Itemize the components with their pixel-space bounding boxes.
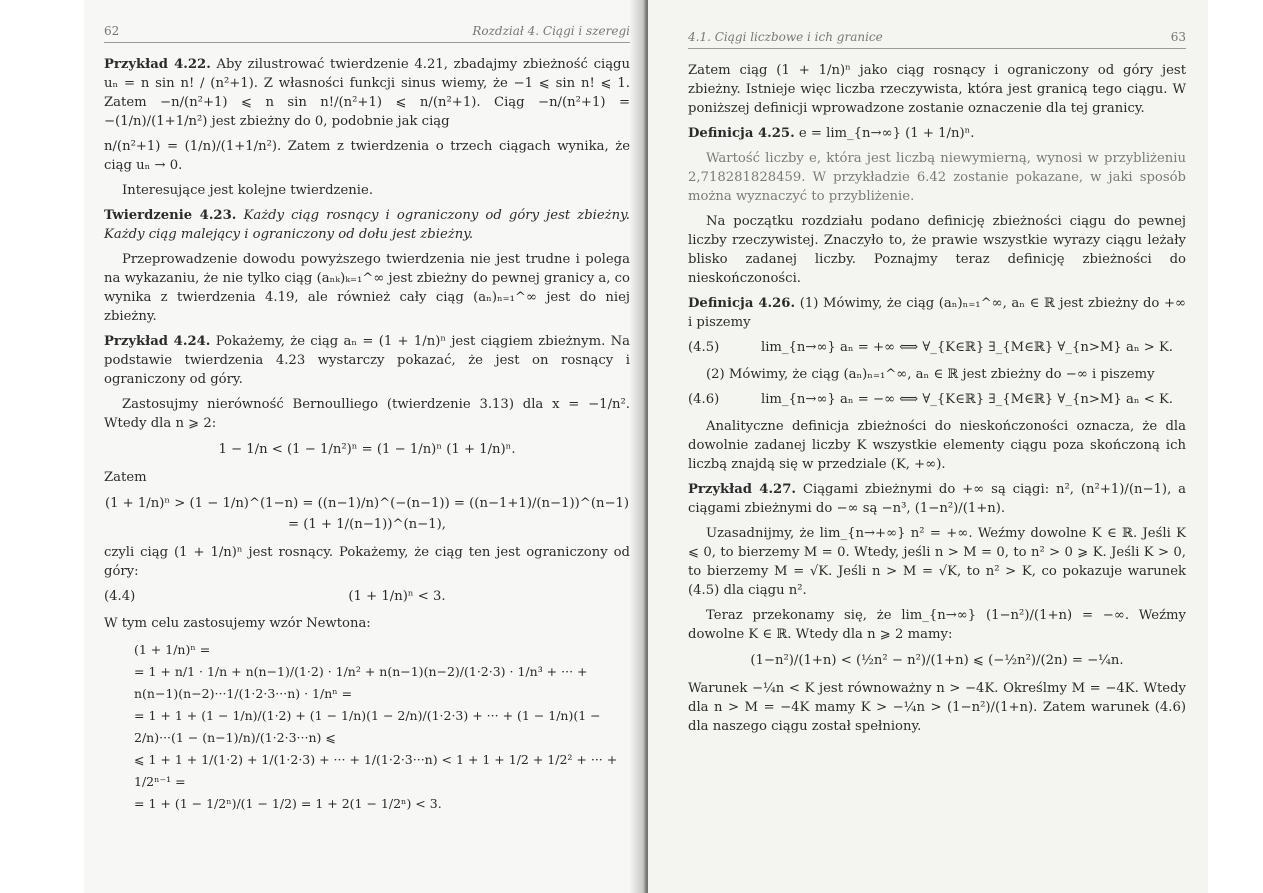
calc-line: ⩽ 1 + 1 + 1/(1·2) + 1/(1·2·3) + ··· + 1/(1·2·3···n) < 1 + 1 + 1/2 + 1/2² + ··· + 1/2ⁿ⁻¹ =	[134, 752, 618, 789]
example-4-22-label: Przykład 4.22.	[104, 57, 211, 72]
bernoulli-equation: 1 − 1/n < (1 − 1/n²)ⁿ = (1 − 1/n)ⁿ (1 + 1/n)ⁿ.	[218, 442, 516, 457]
proof-paragraph: Przeprowadzenie dowodu powyższego twierdzenia nie jest trudne i polega na wykazaniu, że nie tylko ciąg (aₙₖ)ₖ₌₁^∞ jest zbieżny do pewnej granicy a, co wynika z twierdzenia 4.19, ale również cały ciąg (aₙ)ₙ₌₁^∞ jest do niej zbieżny.	[104, 252, 630, 324]
left-running-head: Rozdział 4. Ciągi i szeregi	[472, 24, 630, 38]
newton-line: W tym celu zastosujemy wzór Newtona:	[104, 616, 371, 631]
right-intro: Zatem ciąg (1 + 1/n)ⁿ jako ciąg rosnący i ograniczony od góry jest zbieżny. Istnieje więc liczba rzeczywista, która jest granicą tego ciągu. W poniższej definicji wprowadzone zostanie oznaczenie dla tej granicy.	[688, 63, 1186, 116]
left-page	[84, 0, 644, 893]
right-header-rule	[688, 48, 1186, 49]
example-4-22-text: Aby zilustrować twierdzenie 4.21, zbadajmy zbieżność ciągu uₙ = n sin n! / (n²+1). Z własności funkcji sinus wiemy, że −1 ⩽ sin n! ⩽ 1. Zatem −n/(n²+1) ⩽ n sin n!/(n²+1) ⩽ n/(n²+1). Ciąg −n/(n²+1) = −(1/n)/(1+1/n²) jest zbieżny do 0, podobnie jak ciąg	[104, 57, 630, 129]
equation-4-6-tag: (4.6)	[688, 392, 720, 407]
equation-4-4-body: (1 + 1/n)ⁿ < 3.	[348, 589, 446, 604]
right-header	[688, 30, 1186, 44]
example-4-24-label: Przykład 4.24.	[104, 334, 211, 349]
calc-line: (1 + 1/n)ⁿ =	[134, 642, 211, 657]
justify-paragraph-1: Uzasadnijmy, że lim_{n→+∞} n² = +∞. Weźmy dowolne K ∈ ℝ. Jeśli K ⩽ 0, to bierzemy M = 0. Wtedy, jeśli n > M = 0, to n² > 0 ⩾ K. Jeśli K > 0, to bierzemy M = √K. Jeśli n > M = √K, to n² > K, co pokazuje warunek (4.5) dla ciągu n².	[688, 526, 1186, 598]
closing-paragraph: Warunek −¼n < K jest równoważny n > −4K. Określmy M = −4K. Wtedy dla n > M = −4K mamy K > −¼n > (1−n²)/(1+n). Zatem warunek (4.6) dla naszego ciągu został spełniony.	[688, 681, 1186, 734]
example-4-24	[104, 332, 630, 389]
right-page-number: 63	[1170, 30, 1186, 44]
interesting-line: Interesujące jest kolejne twierdzenie.	[122, 183, 374, 198]
example-4-27-label: Przykład 4.27.	[688, 482, 796, 497]
justify-paragraph-2: Teraz przekonamy się, że lim_{n→∞} (1−n²)/(1+n) = −∞. Weźmy dowolne K ∈ ℝ. Wtedy dla n ⩾ 2 mamy:	[688, 608, 1186, 642]
calc-line: = 1 + 1 + (1 − 1/n)/(1·2) + (1 − 1/n)(1 − 2/n)/(1·2·3) + ··· + (1 − 1/n)(1 − 2/n)···(1 − (n−1)/n)/(1·2·3···n) ⩽	[134, 708, 601, 745]
definition-4-26-label: Definicja 4.26.	[688, 296, 796, 311]
theorem-4-23-label: Twierdzenie 4.23.	[104, 208, 237, 223]
left-page-number: 62	[104, 24, 120, 38]
analytic-paragraph: Analityczne definicja zbieżności do nieskończoności oznacza, że dla dowolnie zadanej liczby K wszystkie elementy ciągu poza skończoną ich liczbą znajdą się w przedziale (K, +∞).	[688, 419, 1186, 472]
equation-4-4	[104, 589, 630, 604]
example-4-27	[688, 480, 1186, 518]
start-paragraph: Na początku rozdziału podano definicję zbieżności ciągu do pewnej liczby rzeczywistej. Znaczyło to, że prawie wszystkie wyrazy ciągu leżały blisko zadanej liczby. Poznajmy teraz definicję zbieżności do nieskończoności.	[688, 214, 1186, 286]
equation-4-6-body: lim_{n→∞} aₙ = −∞ ⟺ ∀_{K∈ℝ} ∃_{M∈ℝ} ∀_{n>M} aₙ < K.	[760, 392, 1174, 407]
calc-line: = 1 + (1 − 1/2ⁿ)/(1 − 1/2) = 1 + 2(1 − 1/2ⁿ) < 3.	[134, 796, 442, 811]
definition-4-25-label: Definicja 4.25.	[688, 126, 795, 141]
right-page	[648, 0, 1208, 893]
bernoulli-paragraph: Zastosujmy nierówność Bernoulliego (twierdzenie 3.13) dla x = −1/n². Wtedy dla n ⩾ 2:	[104, 397, 630, 431]
left-header	[104, 24, 630, 38]
example-4-22-cont: n/(n²+1) = (1/n)/(1+1/n²). Zatem z twierdzenia o trzech ciągach wynika, że ciąg uₙ → 0.	[104, 139, 630, 173]
theorem-4-23	[104, 206, 630, 244]
example-4-27-text: Ciągami zbieżnymi do +∞ są ciągi: n², (n²+1)/(n−1), a ciągami zbieżnymi do −∞ są −n³, (1−n²)/(1+n).	[688, 482, 1187, 516]
equation-4-5-tag: (4.5)	[688, 340, 720, 355]
example-4-22	[104, 55, 630, 131]
equation-4-6	[688, 392, 1186, 407]
zatem-line: Zatem	[104, 470, 147, 485]
definition-4-26-part1: (1) Mówimy, że ciąg (aₙ)ₙ₌₁^∞, aₙ ∈ ℝ jest zbieżny do +∞ i piszemy	[688, 296, 1186, 330]
calc-line: = 1 + n/1 · 1/n + n(n−1)/(1·2) · 1/n² + n(n−1)(n−2)/(1·2·3) · 1/n³ + ··· + n(n−1)(n−2)···1/(1·2·3···n) · 1/nⁿ =	[134, 664, 588, 701]
newton-calculation	[134, 639, 630, 815]
equation-4-5-body: lim_{n→∞} aₙ = +∞ ⟺ ∀_{K∈ℝ} ∃_{M∈ℝ} ∀_{n>M} aₙ > K.	[760, 340, 1174, 355]
right-running-head: 4.1. Ciągi liczbowe i ich granice	[688, 30, 883, 44]
definition-4-26-part2: (2) Mówimy, że ciąg (aₙ)ₙ₌₁^∞, aₙ ∈ ℝ jest zbieżny do −∞ i piszemy	[706, 367, 1155, 382]
left-header-rule	[104, 42, 630, 43]
example-4-24-text: Pokażemy, że ciąg aₙ = (1 + 1/n)ⁿ jest ciągiem zbieżnym. Na podstawie twierdzenia 4.23 wystarczy pokazać, że jest on rosnący i ograniczony od góry.	[104, 334, 630, 387]
theorem-4-23-text: Każdy ciąg rosnący i ograniczony od góry jest zbieżny. Każdy ciąg malejący i ograniczony od dołu jest zbieżny.	[104, 208, 630, 242]
zatem-equation: (1 + 1/n)ⁿ > (1 − 1/n)^(1−n) = ((n−1)/n)^(−(n−1)) = ((n−1+1)/(n−1))^(n−1) = (1 + 1/(n−1))^(n−1),	[104, 496, 630, 532]
equation-4-4-tag: (4.4)	[104, 589, 136, 604]
definition-4-26	[688, 294, 1186, 332]
final-equation: (1−n²)/(1+n) < (½n² − n²)/(1+n) ⩽ (−½n²)/(2n) = −¼n.	[750, 653, 1124, 668]
czyli-paragraph: czyli ciąg (1 + 1/n)ⁿ jest rosnący. Pokażemy, że ciąg ten jest ograniczony od góry:	[104, 545, 630, 579]
definition-4-25-text: e = lim_{n→∞} (1 + 1/n)ⁿ.	[798, 126, 975, 141]
definition-4-25	[688, 124, 1186, 143]
equation-4-5	[688, 340, 1186, 355]
value-e-paragraph: Wartość liczby e, która jest liczbą niewymierną, wynosi w przybliżeniu 2,718281828459. W przykładzie 6.42 zostanie pokazane, w jaki sposób można wyznaczyć to przybliżenie.	[688, 151, 1186, 204]
